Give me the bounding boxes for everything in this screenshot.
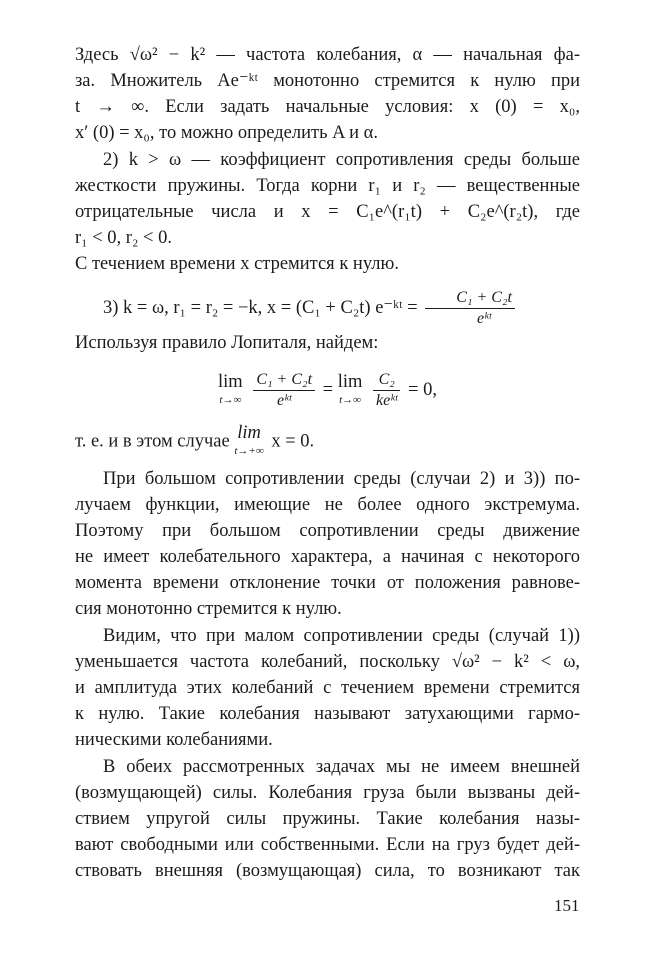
- limit-word: lim: [218, 371, 243, 392]
- text-line: 2) k > ω — коэффициент сопротивления среды больше: [103, 150, 580, 170]
- formula-case-3: [75, 288, 580, 328]
- limit-word: lim: [337, 371, 363, 392]
- text-line: С течением времени x стремится к нулю.: [75, 254, 399, 274]
- page-number: 151: [554, 896, 580, 915]
- fraction-denominator: eᵏᵗ: [476, 310, 492, 328]
- limit-subscript: t→∞: [219, 393, 242, 406]
- text-line: (возмущающей) силы. Колебания груза были вызваны дей-: [75, 783, 580, 803]
- text-line: ствовать внешняя (возмущающая) сила, то возникают так: [75, 861, 580, 881]
- text-line: к нулю. Такие колебания называют затухающими гармо-: [75, 704, 580, 724]
- text-line: момента времени отклонение точки от положения равнове-: [75, 573, 580, 593]
- text-line: жесткости пружины. Тогда корни r₁ и r₂ — вещественные: [75, 176, 580, 196]
- text-line: ствием упругой силы пружины. Такие колебания назы-: [75, 809, 580, 829]
- fraction-numerator: C₁ + C₂t: [253, 370, 315, 391]
- fraction-denominator: keᵏᵗ: [376, 392, 398, 410]
- text-line: При большом сопротивлении среды (случаи 2) и 3)) по-: [103, 469, 580, 489]
- text-line: отрицательные числа и x = C₁e^(r₁t) + C₂e^(r₂t), где: [75, 202, 580, 222]
- text-line: t → ∞. Если задать начальные условия: x (0) = x₀,: [75, 97, 580, 117]
- text-line: сия монотонно стремится к нулю.: [75, 599, 342, 619]
- limit-operator: [234, 424, 263, 460]
- formula-fraction: [425, 288, 515, 329]
- text-line: уменьшается частота колебаний, поскольку √ω² − k² < ω,: [75, 652, 580, 672]
- formula-fraction: [373, 370, 400, 411]
- text-line: Поэтому при большом сопротивлении среды движение: [75, 521, 580, 541]
- text-line: за. Множитель Ae⁻ᵏᵗ монотонно стремится к нулю при: [75, 71, 580, 91]
- text-line: и амплитуда этих колебаний с течением времени стремится: [75, 678, 580, 698]
- limit-operator: [218, 373, 243, 409]
- text-line: не имеет колебательного характера, а начиная с некоторого: [75, 547, 580, 567]
- text-line: Видим, что при малом сопротивлении среды (случай 1)): [103, 626, 580, 646]
- fraction-numerator: C₂: [373, 370, 400, 391]
- text-line: В обеих рассмотренных задачах мы не имеем внешней: [103, 757, 580, 777]
- text-line: ническими колебаниями.: [75, 730, 273, 750]
- equals-sign: =: [322, 380, 334, 400]
- conclusion-text: т. е. и в этом случае: [75, 431, 230, 452]
- text-line: Здесь √ω² − k² — частота колебания, α — начальная фа-: [75, 45, 580, 65]
- text-line: лучаем функции, имеющие не более одного экстремума.: [75, 495, 580, 515]
- fraction-numerator: C₁ + C₂t: [425, 288, 515, 309]
- limit-subscript: t→+∞: [234, 445, 264, 457]
- formula-case-3-left: 3) k = ω, r₁ = r₂ = −k, x = (C₁ + C₂t) e⁻ᵏᵗ =: [103, 298, 418, 318]
- limit-subscript: t→∞: [339, 393, 361, 406]
- formula-fraction: [253, 370, 315, 411]
- fraction-denominator: eᵏᵗ: [277, 392, 292, 410]
- text-line: вают свободными или собственными. Если на груз будет дей-: [75, 835, 580, 855]
- limit-conclusion-line: [75, 424, 580, 458]
- conclusion-result: x = 0.: [271, 431, 315, 452]
- limit-result: = 0,: [408, 380, 437, 400]
- text-line: Используя правило Лопиталя, найдем:: [75, 333, 379, 353]
- text-line: r₁ < 0, r₂ < 0.: [75, 228, 172, 248]
- lopital-limit-formula: [75, 368, 580, 412]
- limit-operator: [338, 373, 363, 409]
- text-line: x′ (0) = x₀, то можно определить A и α.: [75, 123, 378, 143]
- limit-word: lim: [237, 423, 261, 443]
